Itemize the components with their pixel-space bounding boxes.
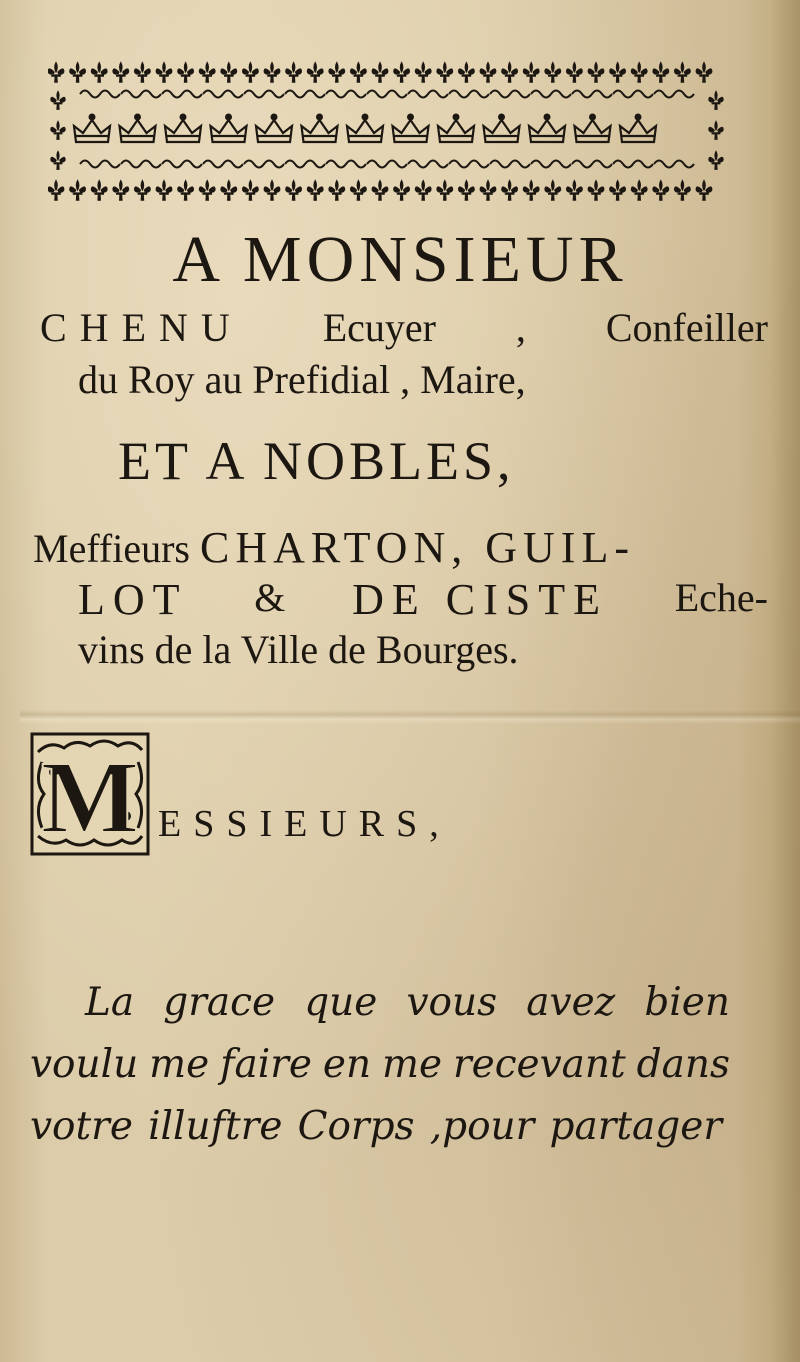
ampersand: & xyxy=(254,575,286,620)
recipient-name: CHENU xyxy=(40,305,243,350)
recipient-role: Confeiller xyxy=(605,305,768,350)
salutation-text: ESSIEURS, xyxy=(158,803,451,845)
paper-crease xyxy=(20,710,800,724)
word: votre xyxy=(30,1104,133,1149)
word: La xyxy=(85,980,135,1025)
recipients-names-2a: LOT xyxy=(78,575,188,624)
recipients-tail: Eche- xyxy=(674,575,768,620)
recipients-names-1: CHARTON, GUIL- xyxy=(200,523,635,572)
recipients-line-3: vins de la Ville de Bourges. xyxy=(78,627,519,672)
word: voulu xyxy=(30,1042,139,1087)
recipient-title: Ecuyer xyxy=(322,305,436,350)
page-edge-shadow xyxy=(770,0,800,1362)
recipients-line-2 xyxy=(78,574,768,625)
address-line-2: du Roy au Prefidial , Maire, xyxy=(78,357,526,402)
body-line-3 xyxy=(30,1104,722,1149)
word: faire xyxy=(220,1042,312,1087)
word: recevant xyxy=(452,1042,626,1087)
word: dans xyxy=(636,1042,730,1087)
separator-comma: , xyxy=(515,305,526,350)
recipients-prefix: Meffieurs xyxy=(33,526,190,571)
word: illuftre xyxy=(148,1104,283,1149)
word: partager xyxy=(549,1104,722,1149)
word: en xyxy=(322,1042,372,1087)
word: vous xyxy=(406,980,498,1025)
recipients-names-2b: DE CISTE xyxy=(352,575,608,624)
body-line-1 xyxy=(85,980,730,1025)
body-line-2 xyxy=(30,1042,730,1087)
recipients-line-1 xyxy=(33,522,635,573)
dedication-heading: A MONSIEUR xyxy=(172,223,628,296)
word: me xyxy=(382,1042,443,1087)
word: Corps xyxy=(297,1104,415,1149)
fleur-de-lis-border-icon xyxy=(48,58,728,203)
drop-cap-letter: M xyxy=(40,740,140,855)
address-line-1 xyxy=(40,304,768,351)
word: ,pour xyxy=(429,1104,535,1149)
word: avez xyxy=(526,980,616,1025)
second-heading: ET A NOBLES, xyxy=(118,431,515,491)
word: que xyxy=(304,980,378,1025)
word: grace xyxy=(163,980,276,1025)
word: me xyxy=(149,1042,210,1087)
word: bien xyxy=(644,980,730,1025)
decorated-initial-icon xyxy=(30,732,150,856)
